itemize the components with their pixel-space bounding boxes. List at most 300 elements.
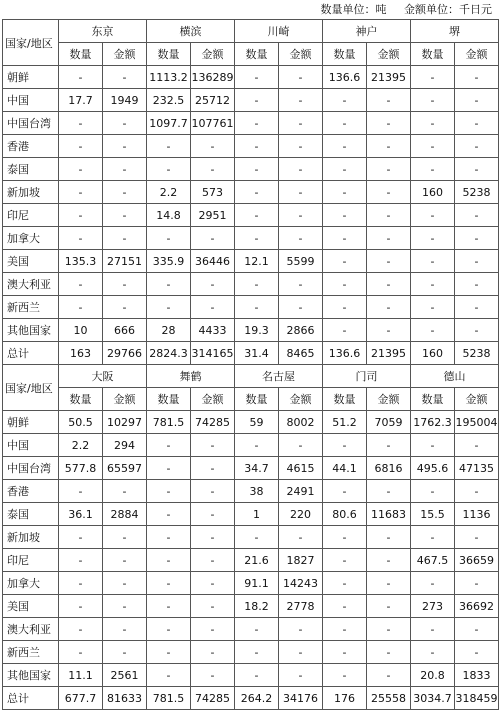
quantity-cell: -: [147, 135, 191, 158]
row-label: 新西兰: [3, 296, 59, 319]
quantity-cell: 335.9: [147, 250, 191, 273]
port-header: 名古屋: [235, 365, 323, 388]
quantity-cell: -: [323, 572, 367, 595]
quantity-cell: 36.1: [59, 503, 103, 526]
quantity-cell: 1097.7: [147, 112, 191, 135]
amount-cell: 27151: [103, 250, 147, 273]
amount-cell: 1827: [279, 549, 323, 572]
quantity-header: 数量: [323, 388, 367, 411]
amount-cell: -: [367, 135, 411, 158]
amount-cell: -: [367, 572, 411, 595]
quantity-cell: 176: [323, 687, 367, 710]
quantity-cell: -: [235, 158, 279, 181]
amount-cell: 294: [103, 434, 147, 457]
amount-cell: -: [367, 181, 411, 204]
row-label: 总计: [3, 342, 59, 365]
quantity-cell: 59: [235, 411, 279, 434]
amount-cell: -: [191, 503, 235, 526]
row-label: 朝鲜: [3, 411, 59, 434]
amount-cell: -: [455, 572, 499, 595]
table-row: [3, 641, 499, 664]
amount-cell: 8002: [279, 411, 323, 434]
quantity-cell: -: [323, 618, 367, 641]
quantity-cell: 11.1: [59, 664, 103, 687]
amount-cell: 36446: [191, 250, 235, 273]
amount-header: 金额: [367, 388, 411, 411]
amount-cell: 107761: [191, 112, 235, 135]
quantity-cell: 232.5: [147, 89, 191, 112]
table-row: [3, 687, 499, 710]
quantity-cell: -: [235, 296, 279, 319]
amount-cell: -: [191, 526, 235, 549]
quantity-cell: -: [411, 273, 455, 296]
quantity-cell: -: [411, 480, 455, 503]
quantity-cell: -: [59, 526, 103, 549]
amount-cell: -: [455, 641, 499, 664]
amount-cell: -: [455, 273, 499, 296]
row-label: 中国: [3, 434, 59, 457]
quantity-cell: -: [59, 66, 103, 89]
amount-cell: -: [367, 595, 411, 618]
amount-cell: -: [103, 641, 147, 664]
quantity-cell: 80.6: [323, 503, 367, 526]
amount-cell: -: [279, 135, 323, 158]
amount-cell: -: [455, 89, 499, 112]
amount-cell: 1833: [455, 664, 499, 687]
quantity-cell: -: [411, 641, 455, 664]
amount-cell: 136289: [191, 66, 235, 89]
amount-cell: -: [279, 526, 323, 549]
table-row: [3, 503, 499, 526]
amount-cell: -: [191, 595, 235, 618]
amount-cell: -: [103, 549, 147, 572]
row-label: 加拿大: [3, 227, 59, 250]
amount-unit: 金额单位：千日元: [404, 3, 492, 16]
port-header: 舞鹤: [147, 365, 235, 388]
quantity-cell: -: [147, 664, 191, 687]
quantity-cell: -: [147, 526, 191, 549]
quantity-header: 数量: [147, 388, 191, 411]
amount-cell: -: [279, 89, 323, 112]
quantity-cell: -: [323, 89, 367, 112]
amount-cell: 1136: [455, 503, 499, 526]
quantity-cell: -: [235, 526, 279, 549]
amount-cell: 573: [191, 181, 235, 204]
quantity-cell: -: [323, 227, 367, 250]
amount-cell: -: [103, 181, 147, 204]
quantity-cell: -: [235, 227, 279, 250]
amount-cell: 74285: [191, 411, 235, 434]
quantity-cell: -: [147, 296, 191, 319]
amount-header: 金额: [455, 388, 499, 411]
port-header: 川崎: [235, 20, 323, 43]
amount-cell: -: [103, 135, 147, 158]
row-label: 泰国: [3, 503, 59, 526]
quantity-cell: -: [411, 89, 455, 112]
amount-cell: -: [455, 319, 499, 342]
amount-cell: -: [367, 158, 411, 181]
quantity-cell: -: [59, 595, 103, 618]
quantity-cell: -: [411, 112, 455, 135]
amount-cell: 195004: [455, 411, 499, 434]
quantity-cell: -: [235, 112, 279, 135]
quantity-cell: 2.2: [59, 434, 103, 457]
quantity-cell: -: [147, 503, 191, 526]
row-label: 新加坡: [3, 526, 59, 549]
amount-cell: 1949: [103, 89, 147, 112]
quantity-cell: -: [147, 618, 191, 641]
quantity-cell: -: [147, 480, 191, 503]
quantity-cell: -: [411, 227, 455, 250]
amount-cell: 4615: [279, 457, 323, 480]
quantity-cell: -: [411, 572, 455, 595]
row-label: 中国: [3, 89, 59, 112]
port-header: 东京: [59, 20, 147, 43]
amount-cell: -: [279, 641, 323, 664]
amount-cell: -: [191, 618, 235, 641]
table-row: [3, 135, 499, 158]
amount-cell: 65597: [103, 457, 147, 480]
amount-cell: -: [455, 618, 499, 641]
quantity-header: 数量: [147, 43, 191, 66]
quantity-cell: 781.5: [147, 411, 191, 434]
quantity-cell: -: [411, 296, 455, 319]
quantity-cell: -: [235, 618, 279, 641]
quantity-cell: -: [323, 112, 367, 135]
port-header-row: [3, 20, 499, 43]
quantity-cell: -: [147, 273, 191, 296]
amount-cell: 21395: [367, 66, 411, 89]
port-header: 堺: [411, 20, 499, 43]
table-row: [3, 204, 499, 227]
amount-cell: -: [455, 204, 499, 227]
quantity-cell: -: [147, 595, 191, 618]
quantity-cell: 1113.2: [147, 66, 191, 89]
table-body: [3, 20, 499, 710]
quantity-cell: -: [59, 296, 103, 319]
amount-cell: -: [279, 112, 323, 135]
quantity-cell: 1: [235, 503, 279, 526]
table-row: [3, 342, 499, 365]
table-row: [3, 549, 499, 572]
quantity-cell: -: [411, 250, 455, 273]
region-header: 国家/地区: [3, 365, 59, 411]
amount-cell: 314165: [191, 342, 235, 365]
quantity-cell: 264.2: [235, 687, 279, 710]
quantity-cell: -: [323, 526, 367, 549]
quantity-cell: -: [323, 434, 367, 457]
amount-cell: -: [367, 296, 411, 319]
amount-cell: -: [367, 227, 411, 250]
quantity-cell: -: [235, 66, 279, 89]
quantity-cell: -: [411, 66, 455, 89]
quantity-cell: -: [411, 204, 455, 227]
amount-cell: -: [191, 664, 235, 687]
amount-cell: 10297: [103, 411, 147, 434]
amount-cell: 21395: [367, 342, 411, 365]
quantity-header: 数量: [411, 388, 455, 411]
amount-cell: -: [191, 434, 235, 457]
amount-cell: -: [103, 595, 147, 618]
amount-cell: -: [367, 664, 411, 687]
quantity-cell: -: [147, 158, 191, 181]
port-header-row: [3, 365, 499, 388]
quantity-cell: 31.4: [235, 342, 279, 365]
amount-cell: -: [367, 204, 411, 227]
amount-cell: -: [455, 158, 499, 181]
amount-cell: -: [455, 296, 499, 319]
amount-cell: 2778: [279, 595, 323, 618]
amount-cell: -: [103, 204, 147, 227]
amount-cell: -: [103, 618, 147, 641]
quantity-header: 数量: [235, 43, 279, 66]
amount-cell: -: [279, 158, 323, 181]
amount-cell: 74285: [191, 687, 235, 710]
quantity-header: 数量: [323, 43, 367, 66]
amount-cell: -: [455, 250, 499, 273]
quantity-cell: -: [323, 135, 367, 158]
amount-cell: -: [103, 158, 147, 181]
amount-header: 金额: [279, 43, 323, 66]
amount-cell: -: [279, 618, 323, 641]
quantity-cell: -: [411, 135, 455, 158]
amount-cell: 11683: [367, 503, 411, 526]
row-label: 香港: [3, 135, 59, 158]
quantity-cell: -: [411, 526, 455, 549]
quantity-cell: 44.1: [323, 457, 367, 480]
amount-cell: -: [279, 66, 323, 89]
amount-cell: -: [191, 135, 235, 158]
quantity-cell: 273: [411, 595, 455, 618]
quantity-cell: 17.7: [59, 89, 103, 112]
amount-cell: -: [103, 526, 147, 549]
amount-cell: -: [103, 273, 147, 296]
quantity-cell: 38: [235, 480, 279, 503]
port-header: 神户: [323, 20, 411, 43]
sub-header-row: [3, 43, 499, 66]
row-label: 泰国: [3, 158, 59, 181]
quantity-cell: -: [147, 227, 191, 250]
amount-cell: 36659: [455, 549, 499, 572]
quantity-cell: 2824.3: [147, 342, 191, 365]
quantity-cell: 495.6: [411, 457, 455, 480]
amount-cell: -: [191, 227, 235, 250]
quantity-cell: 18.2: [235, 595, 279, 618]
quantity-unit: 数量单位：吨: [320, 3, 387, 16]
amount-cell: -: [455, 66, 499, 89]
row-label: 印尼: [3, 549, 59, 572]
amount-cell: 29766: [103, 342, 147, 365]
amount-cell: -: [455, 112, 499, 135]
table-row: [3, 664, 499, 687]
quantity-cell: -: [323, 595, 367, 618]
quantity-header: 数量: [411, 43, 455, 66]
quantity-cell: -: [411, 618, 455, 641]
amount-cell: -: [191, 572, 235, 595]
amount-header: 金额: [103, 43, 147, 66]
amount-cell: 14243: [279, 572, 323, 595]
amount-cell: -: [367, 480, 411, 503]
amount-cell: 25558: [367, 687, 411, 710]
amount-header: 金额: [191, 388, 235, 411]
quantity-cell: 12.1: [235, 250, 279, 273]
quantity-cell: -: [147, 549, 191, 572]
quantity-cell: 21.6: [235, 549, 279, 572]
quantity-cell: 20.8: [411, 664, 455, 687]
quantity-cell: -: [59, 549, 103, 572]
amount-header: 金额: [367, 43, 411, 66]
table-row: [3, 250, 499, 273]
quantity-cell: -: [323, 273, 367, 296]
amount-cell: 666: [103, 319, 147, 342]
quantity-cell: 34.7: [235, 457, 279, 480]
quantity-cell: -: [235, 89, 279, 112]
amount-cell: -: [103, 480, 147, 503]
amount-cell: -: [103, 227, 147, 250]
amount-cell: -: [103, 66, 147, 89]
amount-cell: -: [367, 526, 411, 549]
quantity-cell: 160: [411, 342, 455, 365]
quantity-cell: -: [411, 158, 455, 181]
amount-cell: 318459: [455, 687, 499, 710]
amount-cell: 81633: [103, 687, 147, 710]
amount-cell: -: [455, 135, 499, 158]
quantity-cell: -: [411, 319, 455, 342]
quantity-cell: -: [59, 204, 103, 227]
amount-cell: -: [279, 273, 323, 296]
amount-cell: 25712: [191, 89, 235, 112]
row-label: 新西兰: [3, 641, 59, 664]
amount-cell: 47135: [455, 457, 499, 480]
amount-cell: -: [191, 480, 235, 503]
row-label: 加拿大: [3, 572, 59, 595]
quantity-cell: -: [323, 158, 367, 181]
row-label: 中国台湾: [3, 112, 59, 135]
port-header: 横滨: [147, 20, 235, 43]
quantity-header: 数量: [59, 388, 103, 411]
amount-cell: 5599: [279, 250, 323, 273]
table-row: [3, 526, 499, 549]
quantity-cell: -: [323, 204, 367, 227]
quantity-cell: 677.7: [59, 687, 103, 710]
row-label: 澳大利亚: [3, 273, 59, 296]
port-header: 德山: [411, 365, 499, 388]
quantity-cell: -: [59, 273, 103, 296]
amount-cell: 36692: [455, 595, 499, 618]
quantity-cell: 467.5: [411, 549, 455, 572]
quantity-cell: 781.5: [147, 687, 191, 710]
quantity-cell: -: [59, 480, 103, 503]
quantity-cell: 136.6: [323, 66, 367, 89]
quantity-cell: 577.8: [59, 457, 103, 480]
region-header: 国家/地区: [3, 20, 59, 66]
quantity-header: 数量: [59, 43, 103, 66]
quantity-cell: -: [323, 641, 367, 664]
quantity-cell: -: [59, 618, 103, 641]
quantity-cell: -: [147, 641, 191, 664]
amount-cell: -: [455, 434, 499, 457]
quantity-cell: -: [235, 273, 279, 296]
table-row: [3, 227, 499, 250]
quantity-cell: 135.3: [59, 250, 103, 273]
table-row: [3, 434, 499, 457]
quantity-cell: -: [323, 664, 367, 687]
row-label: 新加坡: [3, 181, 59, 204]
amount-cell: 5238: [455, 342, 499, 365]
amount-cell: -: [103, 112, 147, 135]
quantity-cell: -: [235, 135, 279, 158]
amount-cell: -: [191, 296, 235, 319]
amount-cell: 2491: [279, 480, 323, 503]
amount-cell: -: [279, 181, 323, 204]
amount-cell: -: [103, 572, 147, 595]
unit-note: [307, 2, 493, 18]
table-row: [3, 66, 499, 89]
amount-cell: -: [367, 112, 411, 135]
row-label: 总计: [3, 687, 59, 710]
amount-cell: 5238: [455, 181, 499, 204]
quantity-cell: 163: [59, 342, 103, 365]
quantity-header: 数量: [235, 388, 279, 411]
quantity-cell: -: [235, 434, 279, 457]
amount-cell: 220: [279, 503, 323, 526]
quantity-cell: -: [235, 664, 279, 687]
row-label: 中国台湾: [3, 457, 59, 480]
amount-cell: -: [279, 434, 323, 457]
quantity-cell: 136.6: [323, 342, 367, 365]
row-label: 美国: [3, 595, 59, 618]
amount-cell: -: [279, 296, 323, 319]
quantity-cell: 2.2: [147, 181, 191, 204]
amount-cell: -: [279, 204, 323, 227]
amount-cell: 2561: [103, 664, 147, 687]
quantity-cell: -: [59, 641, 103, 664]
amount-cell: -: [367, 250, 411, 273]
trade-table: [2, 19, 499, 710]
amount-header: 金额: [191, 43, 235, 66]
amount-header: 金额: [103, 388, 147, 411]
row-label: 其他国家: [3, 664, 59, 687]
quantity-cell: 10: [59, 319, 103, 342]
table-row: [3, 319, 499, 342]
quantity-cell: -: [323, 296, 367, 319]
quantity-cell: -: [59, 572, 103, 595]
table-row: [3, 411, 499, 434]
amount-cell: -: [455, 227, 499, 250]
table-row: [3, 618, 499, 641]
quantity-cell: -: [323, 480, 367, 503]
quantity-cell: -: [323, 319, 367, 342]
amount-cell: -: [367, 618, 411, 641]
amount-cell: 2884: [103, 503, 147, 526]
amount-cell: 7059: [367, 411, 411, 434]
quantity-cell: 51.2: [323, 411, 367, 434]
quantity-cell: -: [59, 227, 103, 250]
amount-cell: 2866: [279, 319, 323, 342]
quantity-cell: -: [323, 549, 367, 572]
quantity-cell: -: [235, 641, 279, 664]
amount-cell: -: [455, 480, 499, 503]
quantity-cell: 160: [411, 181, 455, 204]
quantity-cell: -: [59, 181, 103, 204]
row-label: 朝鲜: [3, 66, 59, 89]
amount-cell: -: [279, 664, 323, 687]
quantity-cell: 1762.3: [411, 411, 455, 434]
amount-cell: 8465: [279, 342, 323, 365]
quantity-cell: -: [147, 434, 191, 457]
port-header: 门司: [323, 365, 411, 388]
amount-cell: -: [191, 273, 235, 296]
